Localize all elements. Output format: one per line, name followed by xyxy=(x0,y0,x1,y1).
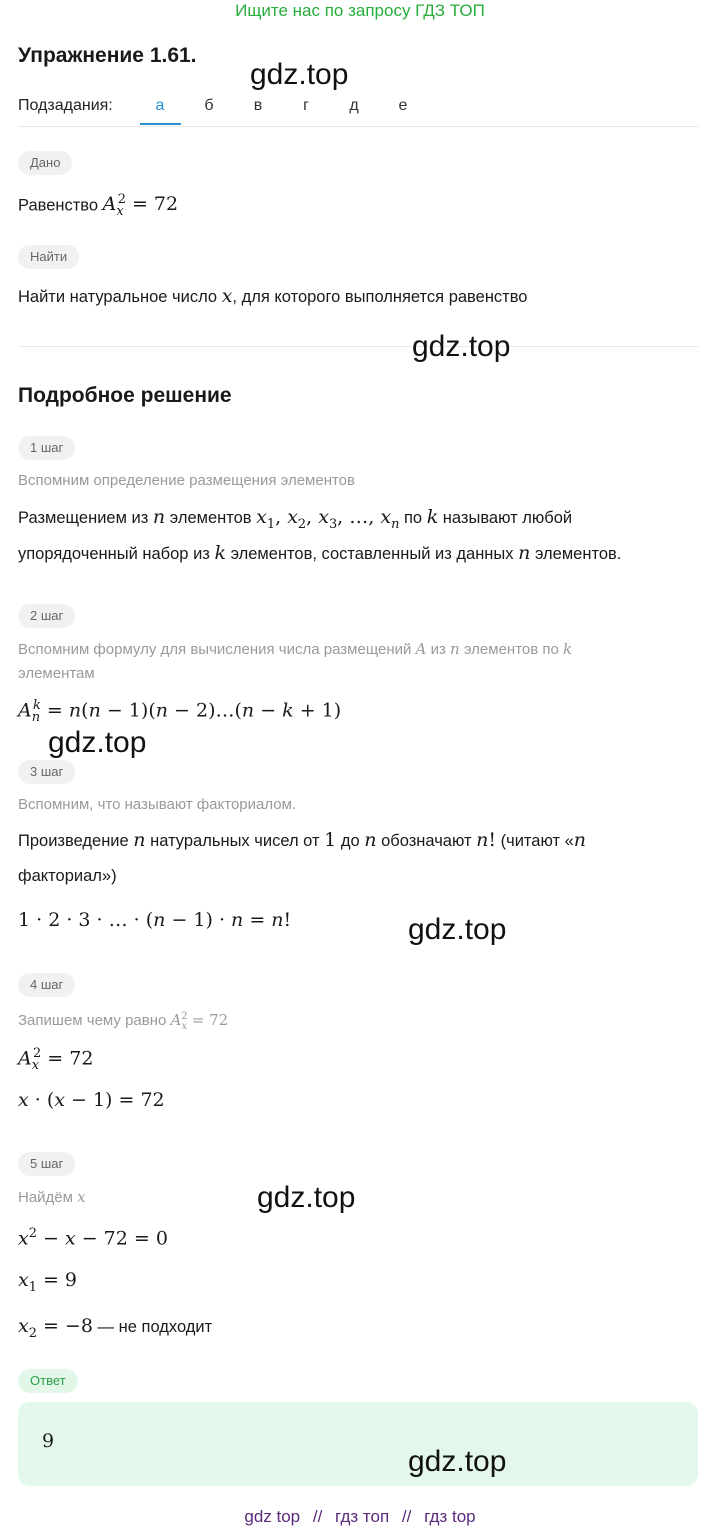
step-1-text: Размещением из xyxy=(18,509,149,527)
step-1-line-1 xyxy=(18,505,572,537)
step-2-hint-text: элементов по xyxy=(463,641,559,658)
step-2-pill: 2 шаг xyxy=(18,604,75,628)
given-label: Равенство xyxy=(18,196,99,215)
step-3-text: (читают « xyxy=(500,832,574,850)
step-5-root-2 xyxy=(18,1314,212,1346)
step-3-text: до xyxy=(340,832,360,850)
var-k: k xyxy=(426,506,439,528)
find-label-after: , для которого выполняется равенство xyxy=(232,288,528,306)
exercise-title: Упражнение 1.61. xyxy=(18,44,197,67)
watermark: gdz.top xyxy=(257,1181,356,1214)
subtask-tab-g[interactable]: г xyxy=(303,97,309,114)
step-3-formula: 1 · 2 · 3 · … · (n − 1) · n = n! xyxy=(18,909,292,931)
step-3-line-2: факториал») xyxy=(18,867,117,885)
active-tab-indicator xyxy=(140,123,181,125)
n-factorial: n! xyxy=(476,829,497,851)
watermark: gdz.top xyxy=(412,330,511,363)
step-1-hint: Вспомним определение размещения элементов xyxy=(18,472,355,489)
divider xyxy=(18,126,698,127)
step-3-text: Произведение xyxy=(18,832,129,850)
var-n: n xyxy=(152,506,166,528)
footer-separator: // xyxy=(401,1507,412,1526)
step-1-text: элементов xyxy=(169,509,252,527)
step-4-hint-formula: $A_x^2 = 72$ xyxy=(170,1011,229,1032)
watermark: gdz.top xyxy=(408,913,507,946)
step-2-hint-text: Вспомним формулу для вычисления числа размещений xyxy=(18,641,412,658)
step-3-text: обозначают xyxy=(381,832,472,850)
step-5-hint-text: Найдём xyxy=(18,1189,73,1206)
subtask-tab-a[interactable]: а xyxy=(155,97,165,114)
step-1-line-2 xyxy=(18,541,621,566)
answer-pill: Ответ xyxy=(18,1369,78,1393)
var-k: k xyxy=(214,542,226,564)
step-1-text: называют любой xyxy=(442,509,573,527)
footer-links xyxy=(0,1506,720,1528)
watermark: gdz.top xyxy=(48,726,147,759)
footer-separator: // xyxy=(312,1507,323,1526)
root-2-formula: $x_2 = -8$ xyxy=(18,1315,93,1341)
var-A: A xyxy=(415,640,427,658)
step-3-pill: 3 шаг xyxy=(18,760,75,784)
subtask-tab-b[interactable]: б xyxy=(204,97,214,114)
step-3-line-1 xyxy=(18,828,586,853)
step-1-text: по xyxy=(403,509,423,527)
step-1-pill: 1 шаг xyxy=(18,436,75,460)
footer-link-gdz-top-ru[interactable]: гдз топ xyxy=(335,1507,390,1526)
watermark: gdz.top xyxy=(250,58,349,91)
var-n: n xyxy=(573,829,587,851)
step-3-text: натуральных чисел от xyxy=(150,832,320,850)
answer-box xyxy=(18,1402,698,1486)
step-4-formula-2: x · (x − 1) = 72 xyxy=(18,1089,165,1111)
footer-link-gdz-top[interactable]: gdz top xyxy=(244,1507,301,1526)
step-4-formula-1: $A_x^2 = 72$ xyxy=(18,1046,94,1074)
find-label-before: Найти натуральное число xyxy=(18,288,218,306)
var-n: n xyxy=(133,829,146,851)
var-n: n xyxy=(450,640,460,658)
answer-value: 9 xyxy=(42,1430,55,1452)
solution-title: Подробное решение xyxy=(18,384,232,407)
subtask-tab-d[interactable]: д xyxy=(349,97,359,114)
step-5-pill: 5 шаг xyxy=(18,1152,75,1176)
step-4-hint xyxy=(18,1005,228,1039)
subtasks-label: Подзадания: xyxy=(18,97,113,114)
step-2-hint-text: из xyxy=(430,641,446,658)
var-n: n xyxy=(364,829,377,851)
step-1-text: элементов. xyxy=(534,545,622,563)
elements-formula: $x_1$, $x_2$, $x_3$, …, $x_n$ xyxy=(256,506,400,532)
step-1-text: элементов, составленный из данных xyxy=(230,545,514,563)
step-1-text: упорядоченный набор из xyxy=(18,545,210,563)
divider xyxy=(18,346,698,347)
var-n: n xyxy=(518,542,531,564)
given-text xyxy=(18,188,178,224)
step-3-hint: Вспомним, что называют факториалом. xyxy=(18,796,297,813)
find-pill: Найти xyxy=(18,245,79,269)
given-formula: $A_x^2 = 72$ xyxy=(102,192,179,220)
top-banner: Ищите нас по запросу ГДЗ ТОП xyxy=(235,1,485,20)
step-5-hint xyxy=(18,1185,86,1210)
subtask-tab-v[interactable]: в xyxy=(253,97,263,114)
step-5-root-1: $x_1 = 9$ xyxy=(18,1269,78,1295)
given-pill: Дано xyxy=(18,151,72,175)
var-k: k xyxy=(563,640,573,658)
subtask-tab-e[interactable]: е xyxy=(398,97,408,114)
var-x: x xyxy=(77,1188,86,1206)
step-2-formula: $A_n^k = n(n - 1)(n$ − 2)…(n − k + 1) xyxy=(18,698,342,726)
step-4-pill: 4 шаг xyxy=(18,973,75,997)
footer-link-gdz-top-mixed[interactable]: гдз top xyxy=(424,1507,476,1526)
step-4-hint-text: Запишем чему равно xyxy=(18,1012,167,1029)
not-fit-label: — не подходит xyxy=(97,1318,213,1336)
step-5-equation: $x^2 - x - 72 = 0$ xyxy=(18,1226,168,1250)
number-one: 1 xyxy=(324,829,337,851)
find-text xyxy=(18,284,528,309)
watermark: gdz.top xyxy=(408,1445,507,1478)
step-2-hint-text: элементам xyxy=(18,665,95,682)
var-x: x xyxy=(221,285,233,307)
step-2-hint xyxy=(18,637,688,686)
